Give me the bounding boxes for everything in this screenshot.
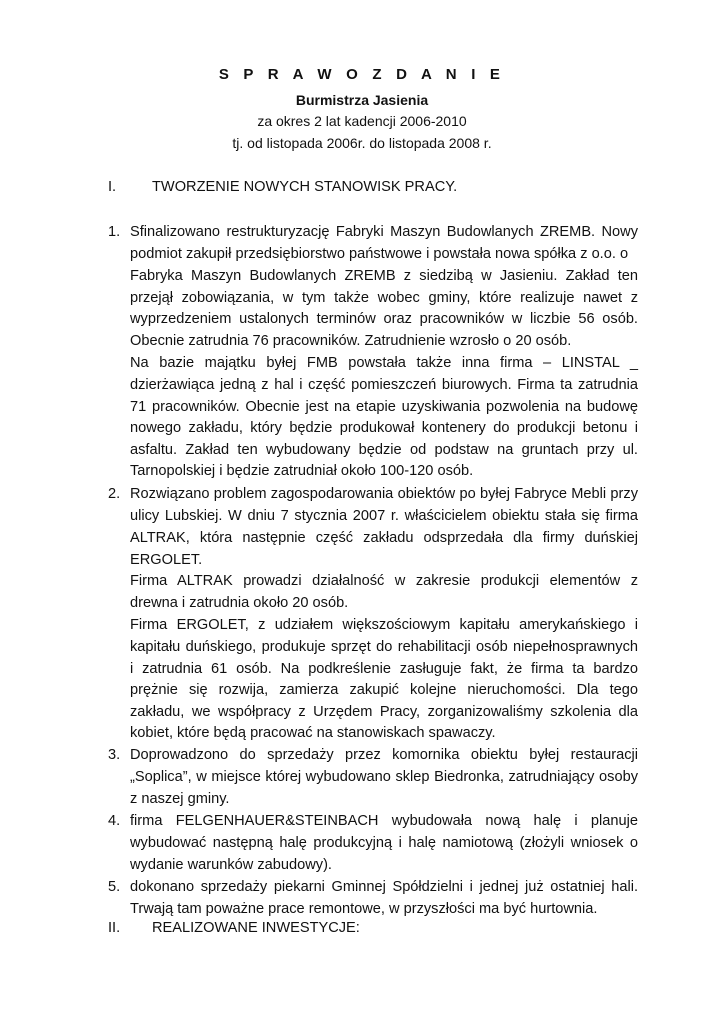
item-number: 3.	[108, 747, 121, 763]
item-4-line: wydanie warunków zabudowy).	[130, 857, 332, 873]
item-1-line: Tarnopolskiej i będzie zatrudniał około 100-120 osób.	[130, 463, 474, 479]
item-2-line: Firma ERGOLET, z udziałem większościowym kapitału amerykańskiego i	[130, 617, 638, 633]
item-2-line: ulicy Lubskiej. W dniu 7 stycznia 2007 r. właścicielem obiektu stała się firma	[130, 508, 638, 524]
item-2-line: Firma ALTRAK prowadzi działalność w zakresie produkcji elementów z	[130, 573, 638, 589]
item-1-line: Na bazie majątku byłej FMB powstała także inna firma – LINSTAL _	[130, 355, 638, 371]
item-1-line: nowego zakładu, który będzie produkował kontenery do produkcji betonu i	[130, 420, 638, 436]
item-2-line: kapitału duńskiego, produkuje sprzęt do rehabilitacji osób niepełnosprawnych	[130, 639, 638, 655]
item-5-line: dokonano sprzedaży piekarni Gminnej Spółdzielni i jednej już ostatniej hali.	[130, 879, 638, 895]
section-1-heading: TWORZENIE NOWYCH STANOWISK PRACY.	[152, 179, 458, 195]
item-2-line: prężnie się rozwija, zamierza zakupić kolejne nieruchomości. Dla tego	[130, 682, 638, 698]
section-2-numeral: II.	[108, 920, 121, 936]
item-4-line: firma FELGENHAUER&STEINBACH wybudowała nową halę i planuje	[130, 813, 638, 829]
item-2-line: kobiet, które będą pracować na stanowiskach spawaczy.	[130, 725, 496, 741]
document-period: za okres 2 lat kadencji 2006-2010	[257, 113, 467, 129]
item-3-line: „Soplica”, w miejsce której wybudowano sklep Biedronka, zatrudniający osoby	[130, 769, 638, 785]
item-2-line: Rozwiązano problem zagospodarowania obiektów po byłej Fabryce Mebli przy	[130, 486, 638, 502]
section-1-numeral: I.	[108, 179, 117, 195]
item-3-line: Doprowadzono do sprzedaży przez komornika obiektu byłej restauracji	[130, 747, 638, 763]
item-1-line: przejął zobowiązania, w tym także wobec gminy, które realizuje nawet z	[130, 290, 638, 306]
item-2-line: i zatrudnia 61 osób. Na podkreślenie zasługuje fakt, że firma ta bardzo	[130, 661, 638, 677]
item-1-line: Obecnie zatrudnia 76 pracowników. Zatrudnienie wzrosło o 20 osób.	[130, 333, 572, 349]
item-1-line: dzierżawiąca jedną z hal i część pomieszczeń biurowych. Firma ta zatrudnia	[130, 377, 638, 393]
item-3-line: z naszej gminy.	[130, 791, 230, 807]
item-2-line: ERGOLET.	[130, 552, 203, 568]
document-subtitle: Burmistrza Jasienia	[295, 92, 429, 108]
item-1-line: asfaltu. Zakład ten wybudowany będzie od podstaw na gruntach przy ul.	[130, 442, 638, 458]
item-5-line: Trwają tam poważne prace remontowe, w przyszłości ma być hurtownia.	[130, 901, 598, 917]
item-2-line: ALTRAK, która następnie część zakładu odsprzedała dla firmy duńskiej	[130, 530, 638, 546]
item-number: 4.	[108, 813, 121, 829]
document-title: S P R A W O Z D A N I E	[218, 66, 506, 83]
item-1-line: 71 pracowników. Obecnie jest na etapie uzyskiwania pozwolenia na budowę	[130, 399, 638, 415]
item-2-line: drewna i zatrudnia około 20 osób.	[130, 595, 349, 611]
item-number: 1.	[108, 224, 121, 240]
item-number: 2.	[108, 486, 121, 502]
item-4-line: wybudować następną halę produkcyjną i halę namiotową (złożyli wniosek o	[130, 835, 638, 851]
document-range: tj. od listopada 2006r. do listopada 2008 r.	[232, 135, 492, 151]
item-1-line: Fabryka Maszyn Budowlanych ZREMB z siedzibą w Jasieniu. Zakład ten	[130, 268, 638, 284]
item-2-line: zakładu, we współpracy z Urzędem Pracy, zorganizowaliśmy szkolenia dla	[130, 704, 638, 720]
item-1-line: Sfinalizowano restrukturyzację Fabryki Maszyn Budowlanych ZREMB. Nowy	[130, 224, 638, 240]
item-number: 5.	[108, 879, 121, 895]
item-1-line: podmiot zakupił przedsiębiorstwo państwowe i powstała nowa spółka z o.o. o	[130, 246, 629, 262]
item-1-line: wyprzedzeniem ustalonych terminów oraz pracowników w liczbie 56 osób.	[130, 311, 638, 327]
section-2-heading: REALIZOWANE INWESTYCJE:	[152, 920, 360, 936]
